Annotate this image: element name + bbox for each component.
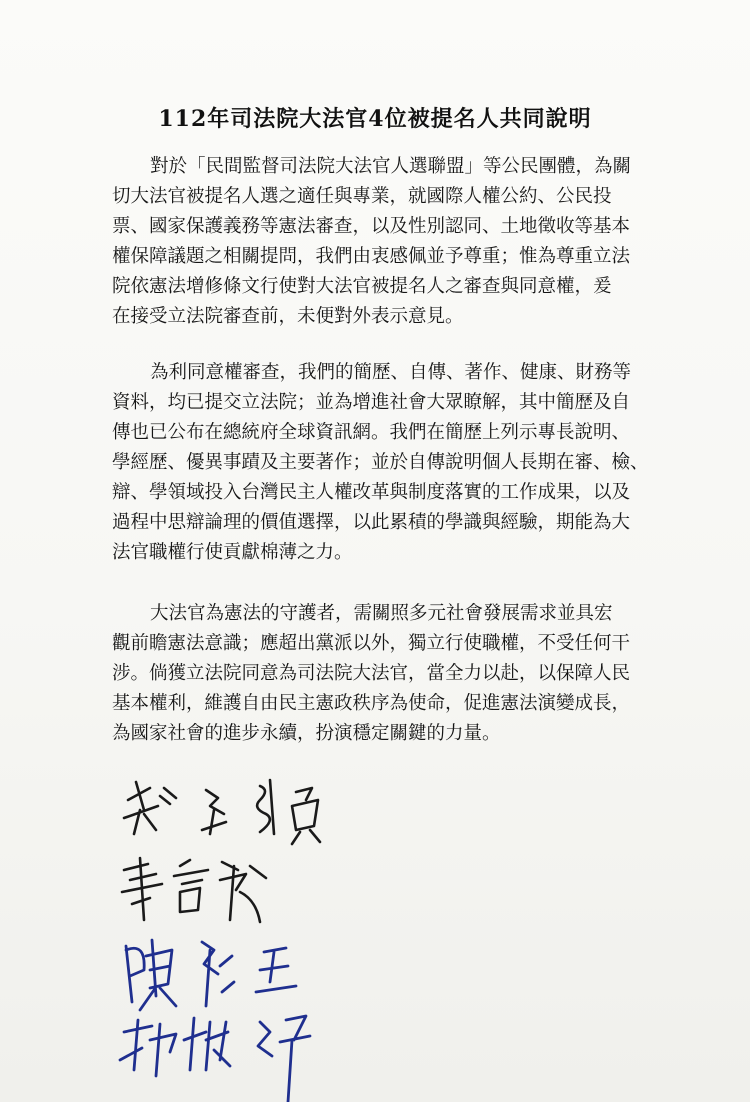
paragraph-line: 觀前瞻憲法意識；應超出黨派以外，獨立行使職權，不受任何干	[112, 633, 631, 654]
paragraph-line: 為國家社會的進步永續，扮演穩定關鍵的力量。	[112, 723, 501, 744]
paragraph-line: 基本權利，維護自由民主憲政秩序為使命，促進憲法演變成長，	[112, 693, 631, 714]
paragraph-line: 資料，均已提交立法院；並為增進社會大眾瞭解，其中簡歷及自	[112, 392, 631, 413]
signature-2	[122, 858, 266, 922]
paragraph-line: 為利同意權審查，我們的簡歷、自傳、著作、健康、財務等	[150, 362, 632, 383]
signature-block	[110, 770, 430, 1102]
paragraph-line: 學經歷、優異事蹟及主要著作；並於自傳說明個人長期在審、檢、	[112, 452, 649, 473]
paragraph-line: 在接受立法院審查前，未便對外表示意見。	[112, 306, 464, 327]
paragraph-2	[112, 358, 672, 568]
paragraph-line: 過程中思辯論理的價值選擇，以此累積的學識與經驗，期能為大	[112, 512, 631, 533]
paragraph-line: 傳也已公布在總統府全球資訊網。我們在簡歷上列示專長說明、	[112, 422, 631, 443]
paragraph-line: 院依憲法增修條文行使對大法官被提名人之審查與同意權，爰	[112, 276, 612, 297]
paragraph-line: 大法官為憲法的守護者，需關照多元社會發展需求並具宏	[150, 603, 613, 624]
document-title: 112年司法院大法官4位被提名人共同說明	[158, 106, 592, 132]
paragraph-1	[112, 152, 672, 332]
paragraph-line: 辯、學領域投入台灣民主人權改革與制度落實的工作成果，以及	[112, 482, 631, 503]
paragraph-line: 票、國家保護義務等憲法審查，以及性別認同、土地徵收等基本	[112, 216, 631, 237]
signature-1	[124, 780, 320, 844]
paragraph-line: 對於「民間監督司法院大法官人選聯盟」等公民團體，為關	[150, 156, 632, 177]
paragraph-line: 法官職權行使貢獻棉薄之力。	[112, 542, 353, 563]
signature-3	[126, 940, 296, 1010]
paragraph-3	[112, 599, 672, 749]
paragraph-line: 切大法官被提名人選之適任與專業，就國際人權公約、公民投	[112, 186, 612, 207]
signature-4	[120, 1016, 310, 1102]
paragraph-line: 權保障議題之相關提問，我們由衷感佩並予尊重；惟為尊重立法	[112, 246, 631, 267]
paragraph-line: 涉。倘獲立法院同意為司法院大法官，當全力以赴，以保障人民	[112, 663, 631, 684]
handwritten-signatures	[110, 770, 430, 1102]
